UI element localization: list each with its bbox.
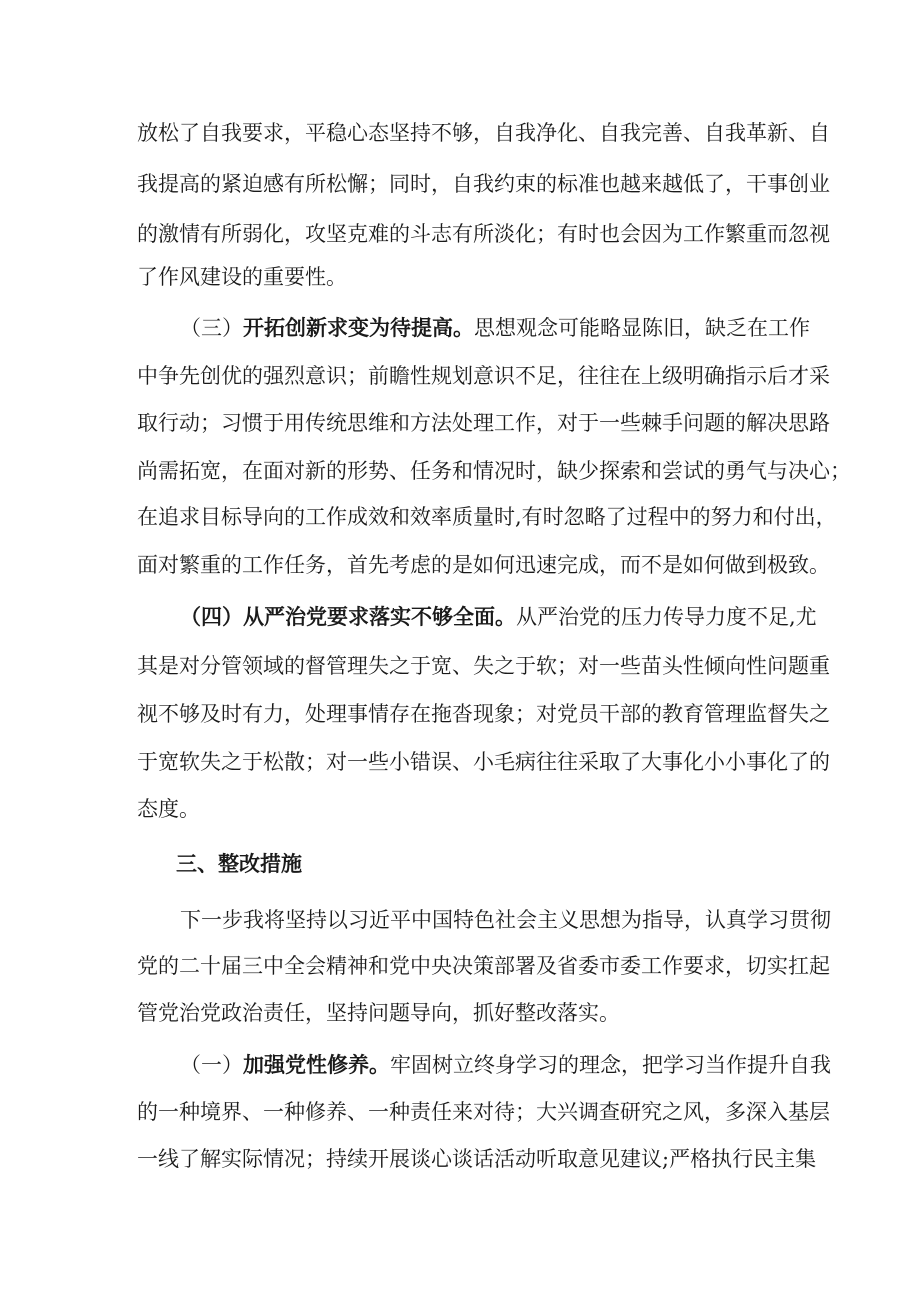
text-run: 思想观念可能略显陈旧，缺乏在工作 <box>474 316 810 340</box>
text-line: 党的二十届三中全会精神和党中央决策部署及省委市委工作要求，切实扛起 <box>137 954 830 978</box>
text-line: 在追求目标导向的工作成效和效率质量时,有时忽略了过程中的努力和付出， <box>137 505 837 529</box>
bold-lead: 开拓创新求变为待提高。 <box>243 315 474 340</box>
text-line: 我提高的紧迫感有所松懈；同时，自我约束的标准也越来越低了，干事创业 <box>137 172 830 196</box>
text-line: 视不够及时有力，处理事情存在拖沓现象；对党员干部的教育管理监督失之 <box>137 702 830 726</box>
text-line: 放松了自我要求，平稳心态坚持不够，自我净化、自我完善、自我革新、自 <box>137 121 830 145</box>
text-line: 尚需拓宽，在面对新的形势、任务和情况时，缺少探索和尝试的勇气与决心； <box>137 459 851 483</box>
paragraph-four-first-line <box>180 601 817 633</box>
text-line: 一线了解实际情况；持续开展谈心谈话活动听取意见建议;严格执行民主集 <box>137 1147 817 1171</box>
item-prefix: （三） <box>180 316 243 340</box>
paragraph-three-first-line <box>180 312 810 344</box>
text-line: 中争先创优的强烈意识；前瞻性规划意识不足，往往在上级明确指示后才采 <box>137 364 830 388</box>
bold-lead: （四）从严治党要求落实不够全面。 <box>180 604 516 629</box>
text-line: 于宽软失之于松散；对一些小错误、小毛病往往采取了大事化小小事化了的 <box>137 750 830 774</box>
text-run: 从严治党的压力传导力度不足,尤 <box>516 605 817 629</box>
text-run: 牢固树立终身学习的理念，把学习当作提升自我 <box>390 1053 831 1077</box>
text-line: 的激情有所弱化，攻坚克难的斗志有所淡化；有时也会因为工作繁重而忽视 <box>137 222 830 246</box>
text-line: 的一种境界、一种修养、一种责任来对待；大兴调查研究之风，多深入基层 <box>137 1100 830 1124</box>
text-line: 态度。 <box>137 797 200 821</box>
intro-first-line: 下一步我将坚持以习近平中国特色社会主义思想为指导，认真学习贯彻 <box>180 908 831 932</box>
section-heading: 三、整改措施 <box>176 851 302 876</box>
text-line: 管党治党政治责任，坚持问题导向，抓好整改落实。 <box>137 1001 620 1025</box>
text-line: 面对繁重的工作任务，首先考虑的是如何迅速完成，而不是如何做到极致。 <box>137 553 830 577</box>
measure-one-first-line <box>180 1049 831 1081</box>
text-line: 其是对分管领域的督管理失之于宽、失之于软；对一些苗头性倾向性问题重 <box>137 654 830 678</box>
bold-lead: 加强党性修养。 <box>243 1052 390 1077</box>
text-line: 了作风建设的重要性。 <box>137 265 347 289</box>
item-prefix: （一） <box>180 1053 243 1077</box>
text-line: 取行动；习惯于用传统思维和方法处理工作，对于一些棘手问题的解决思路 <box>137 411 830 435</box>
